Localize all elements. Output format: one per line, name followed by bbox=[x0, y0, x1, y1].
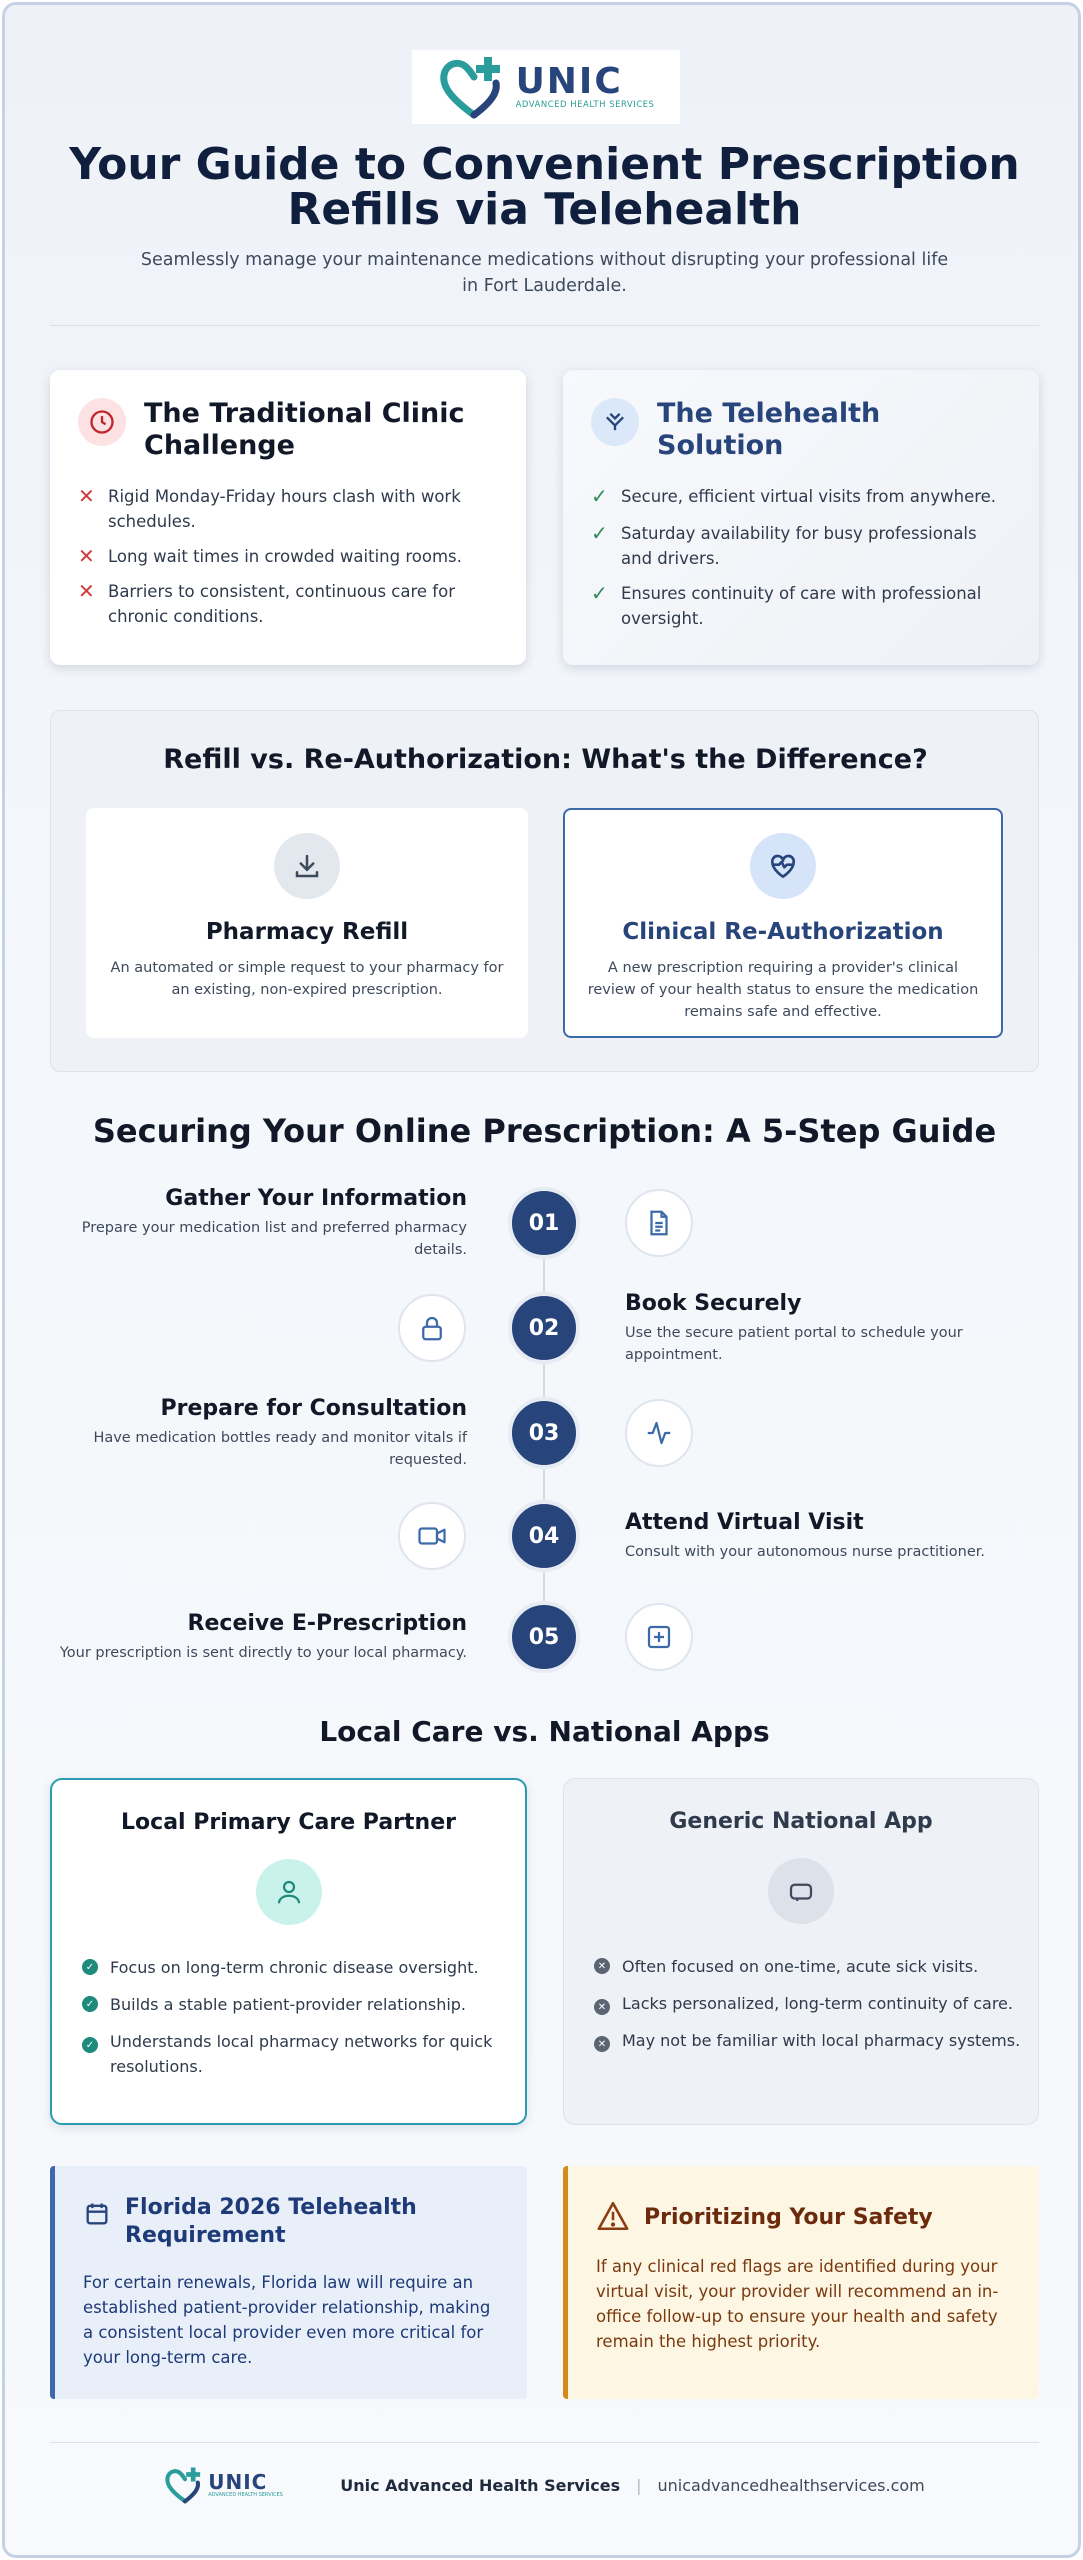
activity-icon bbox=[625, 1399, 693, 1467]
step-3-text bbox=[47, 1395, 467, 1471]
phone-icon bbox=[768, 1858, 834, 1924]
stethoscope-icon bbox=[591, 398, 639, 446]
list-item: ✕ Often focused on one-time, acute sick visits. bbox=[594, 1954, 1038, 1979]
step-title: Prepare for Consultation bbox=[160, 1396, 467, 1421]
steps-title: Securing Your Online Prescription: A 5-Step Guide bbox=[92, 1112, 997, 1150]
footer-separator: | bbox=[636, 2475, 642, 2495]
reauth-desc: A new prescription requiring a provider's clinical review of your health status to ensure the medication remains safe and effective. bbox=[587, 960, 979, 1020]
step-title: Receive E-Prescription bbox=[187, 1611, 467, 1636]
footer bbox=[5, 2465, 1081, 2505]
brand-name: UNIC bbox=[515, 61, 623, 102]
national-app-card bbox=[563, 1778, 1039, 2125]
video-icon bbox=[398, 1502, 466, 1570]
florida-title: Florida 2026 Telehealth Requirement bbox=[125, 2195, 417, 2248]
x-circle-icon: ✕ bbox=[594, 1958, 610, 1974]
footer-divider bbox=[50, 2442, 1039, 2443]
telehealth-list bbox=[591, 484, 1011, 631]
x-icon: ✕ bbox=[78, 484, 95, 508]
list-item: ✕ Rigid Monday-Friday hours clash with work schedules. bbox=[78, 484, 461, 531]
step-5-text bbox=[47, 1610, 467, 1664]
step-desc: Consult with your autonomous nurse practitioner. bbox=[625, 1544, 985, 1560]
list-item: ✓ Ensures continuity of care with professional oversight. bbox=[591, 581, 982, 628]
local-title: Local Primary Care Partner bbox=[121, 1810, 456, 1835]
traditional-challenge-card bbox=[50, 370, 526, 665]
check-circle-icon: ✓ bbox=[82, 1996, 98, 2012]
clock-icon bbox=[78, 398, 126, 446]
list-item: ✕ May not be familiar with local pharmacy systems. bbox=[594, 2028, 1038, 2053]
heart-cross-logo-icon bbox=[164, 2465, 206, 2505]
local-list bbox=[82, 1955, 525, 2079]
list-item: ✓ Secure, efficient virtual visits from anywhere. bbox=[591, 484, 997, 508]
download-icon bbox=[274, 833, 340, 899]
telehealth-title: The Telehealth Solution bbox=[657, 398, 881, 461]
plus-square-icon bbox=[625, 1603, 693, 1671]
check-circle-icon: ✓ bbox=[82, 2037, 98, 2053]
step-number: 04 bbox=[508, 1500, 580, 1572]
warning-icon bbox=[596, 2200, 630, 2236]
brand-tagline: ADVANCED HEALTH SERVICES bbox=[515, 100, 655, 110]
step-number: 02 bbox=[508, 1292, 580, 1364]
check-icon: ✓ bbox=[591, 581, 608, 605]
refill-vs-reauth-section bbox=[50, 710, 1039, 1072]
calendar-icon bbox=[83, 2200, 111, 2232]
florida-body: For certain renewals, Florida law will require an established patient-provider relationship, making a consistent local provider even more critical for your long-term care. bbox=[83, 2273, 491, 2367]
clinical-reauth-card bbox=[563, 808, 1003, 1038]
pharmacy-refill-card bbox=[86, 808, 528, 1038]
refill-desc: An automated or simple request to your pharmacy for an existing, non-expired prescription. bbox=[110, 960, 504, 998]
list-item: ✓ Understands local pharmacy networks for quick resolutions. bbox=[82, 2029, 525, 2079]
step-desc: Use the secure patient portal to schedule your appointment. bbox=[625, 1325, 963, 1363]
list-item: ✕ Lacks personalized, long-term continuity of care. bbox=[594, 1991, 1038, 2016]
local-vs-national-title: Local Care vs. National Apps bbox=[319, 1715, 770, 1748]
national-list bbox=[594, 1954, 1038, 2053]
step-2-text bbox=[625, 1290, 1045, 1366]
page-subtitle: Seamlessly manage your maintenance medications without disrupting your professional life in Fort Lauderdale. bbox=[140, 250, 949, 296]
refill-title: Pharmacy Refill bbox=[205, 919, 409, 945]
national-title: Generic National App bbox=[669, 1809, 933, 1834]
infographic-page bbox=[2, 2, 1081, 2558]
x-circle-icon: ✕ bbox=[594, 1999, 610, 2015]
section-title: Refill vs. Re-Authorization: What's the Difference? bbox=[163, 744, 928, 775]
local-care-card bbox=[50, 1778, 527, 2125]
list-item: ✓ Builds a stable patient-provider relationship. bbox=[82, 1992, 525, 2017]
step-4-text bbox=[625, 1509, 1045, 1563]
safety-body: If any clinical red flags are identified during your virtual visit, your provider will recommend an in-office follow-up to ensure your health and safety remain the highest priority. bbox=[596, 2257, 999, 2351]
step-title: Gather Your Information bbox=[165, 1186, 467, 1211]
step-number: 01 bbox=[508, 1187, 580, 1259]
step-title: Book Securely bbox=[625, 1291, 802, 1316]
reauth-title: Clinical Re-Authorization bbox=[622, 919, 944, 945]
step-desc: Your prescription is sent directly to your local pharmacy. bbox=[59, 1645, 467, 1661]
heart-cross-logo-icon bbox=[438, 53, 510, 121]
user-icon bbox=[256, 1859, 322, 1925]
step-title: Attend Virtual Visit bbox=[625, 1510, 864, 1535]
step-number: 03 bbox=[508, 1397, 580, 1469]
brand-logo bbox=[412, 50, 680, 124]
step-number: 05 bbox=[508, 1601, 580, 1673]
list-item: ✓ Saturday availability for busy professionals and drivers. bbox=[591, 521, 977, 568]
safety-title: Prioritizing Your Safety bbox=[644, 2205, 933, 2230]
list-item: ✕ Long wait times in crowded waiting rooms. bbox=[78, 544, 462, 568]
step-desc: Prepare your medication list and preferred pharmacy details. bbox=[81, 1220, 467, 1258]
florida-requirement-notice bbox=[50, 2166, 527, 2399]
list-item: ✕ Barriers to consistent, continuous care for chronic conditions. bbox=[78, 579, 455, 626]
footer-brand-name: UNIC bbox=[208, 2470, 268, 2494]
footer-brand-tagline: ADVANCED HEALTH SERVICES bbox=[208, 2492, 283, 2498]
footer-website-link[interactable]: unicadvancedhealthservices.com bbox=[657, 2475, 925, 2495]
telehealth-solution-card bbox=[563, 370, 1039, 665]
x-circle-icon: ✕ bbox=[594, 2036, 610, 2052]
lock-icon bbox=[398, 1294, 466, 1362]
x-icon: ✕ bbox=[78, 544, 95, 568]
footer-company: Unic Advanced Health Services bbox=[340, 2475, 621, 2495]
x-icon: ✕ bbox=[78, 579, 95, 603]
safety-notice bbox=[563, 2166, 1039, 2399]
heart-pulse-icon bbox=[750, 833, 816, 899]
check-circle-icon: ✓ bbox=[82, 1959, 98, 1975]
step-1-text bbox=[47, 1185, 467, 1261]
page-title: Your Guide to Convenient Prescription Refills via Telehealth bbox=[69, 139, 1020, 235]
traditional-list bbox=[78, 484, 498, 629]
divider bbox=[50, 325, 1039, 326]
footer-logo bbox=[164, 2465, 324, 2505]
document-icon bbox=[625, 1189, 693, 1257]
list-item: ✓ Focus on long-term chronic disease oversight. bbox=[82, 1955, 525, 1980]
check-icon: ✓ bbox=[591, 521, 608, 545]
step-desc: Have medication bottles ready and monitor vitals if requested. bbox=[93, 1430, 467, 1468]
traditional-title: The Traditional Clinic Challenge bbox=[144, 398, 465, 461]
check-icon: ✓ bbox=[591, 484, 608, 508]
